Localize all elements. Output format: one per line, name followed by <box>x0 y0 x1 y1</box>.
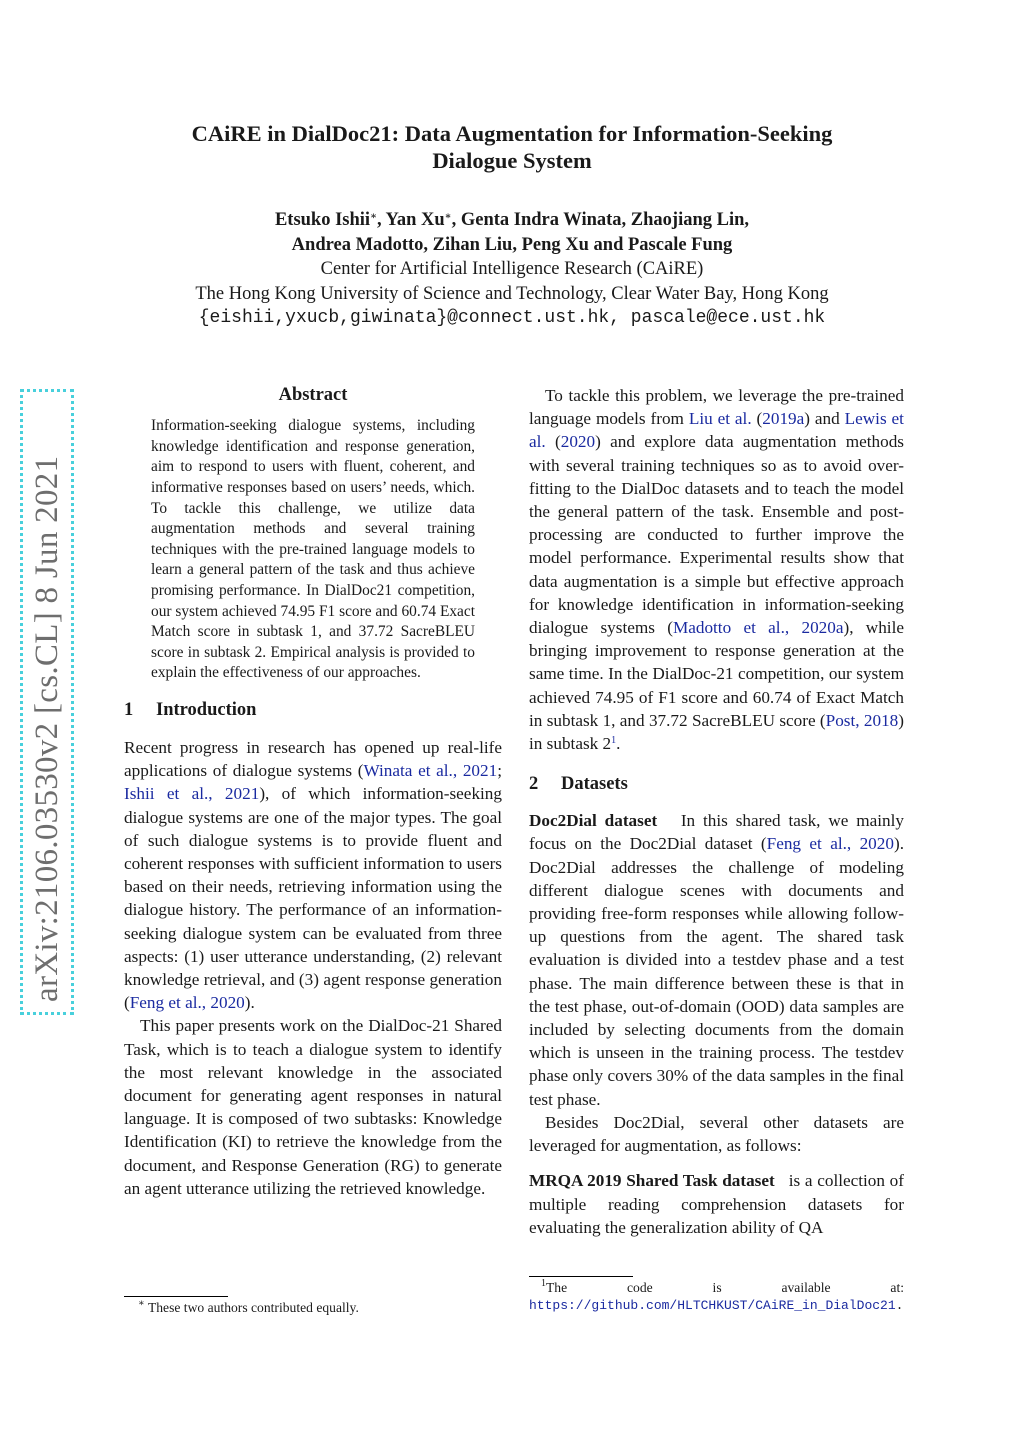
author-ishii: Etsuko Ishii <box>274 210 371 230</box>
footnote-left <box>124 1296 502 1317</box>
section-heading-datasets <box>529 773 904 796</box>
code-repository-link[interactable]: https://github.com/HLTCHKUST/CAiRE_in_DialDoc21 <box>529 1298 896 1313</box>
intro-paragraph-1: Recent progress in research has opened up real-life applications of dialogue systems (Winata et al., 2021; Ishii et al., 2021), of which information-seeking dialogue systems are one of the major types. The goal of such dialogue systems is to provide fluent and coherent responses with sufficient information to users based on their needs, retrieving information using the dialogue history. The performance of an information-seeking dialogue system can be evaluated from three aspects: (1) user utterance understanding, (2) relevant knowledge retrieval, and (3) agent response generation (Feng et al., 2020). <box>124 737 502 1013</box>
author-xu: , Yan Xu <box>376 210 445 230</box>
citation-winata[interactable]: Winata et al., 2021 <box>363 761 498 781</box>
footnote-ref-1[interactable]: 1 <box>611 735 617 747</box>
paper-title <box>0 120 1024 174</box>
citation-feng[interactable]: Feng et al., 2020 <box>129 993 245 1013</box>
intro-paragraph-2: This paper presents work on the DialDoc-21 Shared Task, which is to teach a dialogue system to identify the most relevant knowledge in the associated document for generating agent responses in natural language. It is composed of two subtasks: Knowledge Identification (KI) to retrieve the knowledge from the document, and Response Generation (RG) to generate an agent utterance utilizing the retrieved knowledge. <box>124 1016 502 1198</box>
section-heading-introduction <box>124 699 502 722</box>
author-block <box>0 208 1024 331</box>
footnote-mark: ∗ <box>138 1298 145 1309</box>
affiliation-1: Center for Artificial Intelligence Research (CAiRE) <box>320 259 704 279</box>
footnote-equal-contribution: ∗ These two authors contributed equally. <box>138 1298 359 1315</box>
footnote-url-line: https://github.com/HLTCHKUST/CAiRE_in_DialDoc21. <box>529 1298 904 1313</box>
author-others-1: , Genta Indra Winata, Zhaojiang Lin, <box>451 210 750 230</box>
title-line-2: Dialogue System <box>432 148 592 173</box>
section-number: 2 <box>529 774 539 795</box>
citation-madotto[interactable]: Madotto et al., 2020a <box>672 618 844 638</box>
citation-lewis[interactable]: Lewis et al. <box>529 409 904 452</box>
footnote-mark: 1 <box>541 1278 546 1289</box>
abstract-section <box>124 384 502 684</box>
title-line-1: CAiRE in DialDoc21: Data Augmentation for Information-Seeking <box>191 121 833 146</box>
mrqa-paragraph: MRQA 2019 Shared Task dataset is a collection of multiple reading comprehension datasets for evaluating the generalization ability of QA <box>529 1171 904 1237</box>
left-column <box>124 384 502 1200</box>
section-title: Introduction <box>156 699 257 720</box>
footnote-code-available: $^1$The code is available at: <box>541 1278 904 1295</box>
author-line-1 <box>0 208 1024 233</box>
citation-lewis-year[interactable]: 2020 <box>560 432 596 452</box>
footnote-right <box>529 1276 959 1315</box>
footnote-rule <box>124 1296 228 1297</box>
doc2dial-paragraph: Doc2Dial dataset In this shared task, we mainly focus on the Doc2Dial dataset (Feng et al., 2020). Doc2Dial addresses the challenge of modeling different dialogue scenes with documents and providing free-form responses while allowing follow-up questions from the agent. The shared task evaluation is divided into a testdev phase and a test phase. The main difference between these is that in the test phase, out-of-domain (OOD) data samples are included by selecting documents from the domain which is unseen in the training process. The testdev phase only covers 30% of the data samples in the final test phase. <box>529 811 904 1109</box>
right-column <box>529 384 904 1239</box>
author-emails[interactable]: {eishii,yxucb,giwinata}@connect.ust.hk, pascale@ece.ust.hk <box>198 308 826 328</box>
footnote-rule <box>529 1276 633 1277</box>
abstract-heading: Abstract <box>278 385 348 405</box>
citation-post[interactable]: Post, 2018 <box>825 710 899 730</box>
citation-feng-2[interactable]: Feng et al., 2020 <box>766 834 894 854</box>
equal-contrib-mark: ∗ <box>444 211 452 222</box>
abstract-body: Information-seeking dialogue systems, including knowledge identification and response generation, aim to respond to users with fluent, coherent, and informative responses based on users’ needs, which. To tackle this challenge, we utilize data augmentation methods and several training techniques with the pre-trained language models to learn a general pattern of the task and thus achieve promising performance. In DialDoc21 competition, our system achieved 74.95 F1 score and 60.74 Exact Match score in subtask 1, and 37.72 SacreBLEU score in subtask 2. Empirical analysis is provided to explain the effectiveness of our approaches. <box>151 417 475 682</box>
section-title: Datasets <box>561 774 628 795</box>
affiliation-2: The Hong Kong University of Science and Technology, Clear Water Bay, Hong Kong <box>195 283 829 304</box>
citation-ishii[interactable]: Ishii et al., 2021 <box>124 784 260 804</box>
arxiv-sidebar-stamp: arXiv:2106.03530v2 [cs.CL] 8 Jun 2021 <box>20 389 74 1015</box>
citation-liu-year[interactable]: 2019a <box>762 409 805 429</box>
besides-paragraph: Besides Doc2Dial, several other datasets are leveraged for augmentation, as follows: <box>529 1112 904 1156</box>
citation-liu[interactable]: Liu et al. <box>688 409 752 429</box>
doc2dial-run-in-heading: Doc2Dial dataset <box>529 811 658 831</box>
mrqa-run-in-heading: MRQA 2019 Shared Task dataset <box>529 1171 775 1191</box>
author-line-2: Andrea Madotto, Zihan Liu, Peng Xu and Pascale Fung <box>291 234 733 255</box>
right-paragraph-1: To tackle this problem, we leverage the pre-trained language models from Liu et al. (2019a) and Lewis et al. (2020) and explore data augmentation methods with several training techniques so as to avoid over-fitting to the DialDoc datasets and to teach the model the general pattern of the task. Ensemble and post-processing are conducted to further improve the model performance. Experimental results show that data augmentation is a simple but effective approach for knowledge identification in information-seeking dialogue systems (Madotto et al., 2020a), while bringing improvement to response generation at the same time. In the DialDoc-21 competition, our system achieved 74.95 of F1 score and 60.74 of Exact Match in subtask 1, and 37.72 SacreBLEU score (Post, 2018) in subtask 2$^1$. <box>529 386 904 754</box>
section-number: 1 <box>124 699 134 720</box>
equal-contrib-mark: ∗ <box>370 211 377 222</box>
